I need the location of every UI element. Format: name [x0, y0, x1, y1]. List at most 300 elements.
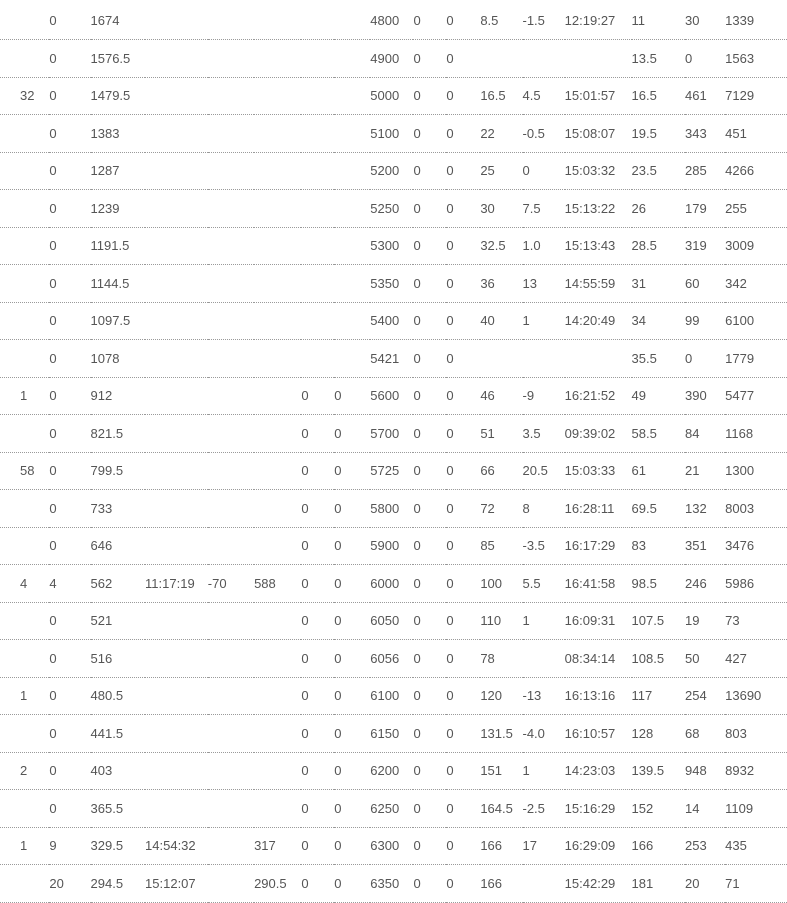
cell-strike: 6050 [370, 602, 413, 640]
cell-c7: 0 [334, 752, 370, 790]
cell-c4 [208, 752, 254, 790]
cell-c12: 8 [523, 490, 565, 528]
cell-c4 [208, 415, 254, 453]
cell-c9: 0 [413, 377, 446, 415]
cell-c15: 948 [685, 752, 725, 790]
cell-c14: 61 [632, 452, 685, 490]
cell-c15: 0 [685, 340, 725, 378]
cell-strike: 5250 [370, 190, 413, 228]
cell-c11: 131.5 [480, 715, 522, 753]
cell-c4 [208, 677, 254, 715]
cell-strike: 6350 [370, 865, 413, 903]
table-row[interactable] [0, 565, 787, 603]
cell-c6 [301, 190, 334, 228]
cell-c13: 15:01:57 [565, 77, 632, 115]
cell-c11: 110 [480, 602, 522, 640]
cell-c12: 0 [523, 152, 565, 190]
cell-c1: 0 [49, 377, 90, 415]
cell-c5 [254, 752, 301, 790]
cell-c6 [301, 2, 334, 40]
cell-c5 [254, 602, 301, 640]
cell-c5 [254, 640, 301, 678]
cell-c1: 0 [49, 152, 90, 190]
cell-c9: 0 [413, 452, 446, 490]
cell-c12: 17 [523, 827, 565, 865]
cell-c2: 365.5 [91, 790, 146, 828]
cell-strike: 6300 [370, 827, 413, 865]
cell-c14: 139.5 [632, 752, 685, 790]
cell-c4 [208, 377, 254, 415]
cell-c13: 16:13:16 [565, 677, 632, 715]
cell-c7 [334, 265, 370, 303]
table-row[interactable] [0, 152, 787, 190]
cell-c16: 8932 [725, 752, 787, 790]
cell-c11: 51 [480, 415, 522, 453]
cell-c3 [145, 677, 208, 715]
cell-c13: 12:19:27 [565, 2, 632, 40]
cell-c16: 1563 [725, 40, 787, 78]
table-row[interactable] [0, 865, 787, 903]
cell-c11 [480, 340, 522, 378]
cell-c11: 66 [480, 452, 522, 490]
cell-c16: 7129 [725, 77, 787, 115]
cell-strike: 4900 [370, 40, 413, 78]
cell-c7: 0 [334, 715, 370, 753]
cell-c3 [145, 377, 208, 415]
cell-c9: 0 [413, 415, 446, 453]
cell-c6: 0 [301, 377, 334, 415]
cell-strike: 5800 [370, 490, 413, 528]
cell-c5 [254, 40, 301, 78]
cell-c16: 8003 [725, 490, 787, 528]
cell-c16: 5986 [725, 565, 787, 603]
cell-c14: 16.5 [632, 77, 685, 115]
cell-c0: 1 [0, 677, 49, 715]
cell-c15: 132 [685, 490, 725, 528]
cell-c12: 20.5 [523, 452, 565, 490]
cell-c16: 435 [725, 827, 787, 865]
cell-c16: 342 [725, 265, 787, 303]
cell-c11: 164.5 [480, 790, 522, 828]
cell-c6 [301, 227, 334, 265]
cell-c7 [334, 2, 370, 40]
cell-c14: 58.5 [632, 415, 685, 453]
cell-c7: 0 [334, 415, 370, 453]
cell-c4 [208, 152, 254, 190]
cell-c0 [0, 115, 49, 153]
cell-c0 [0, 152, 49, 190]
cell-c9: 0 [413, 152, 446, 190]
cell-c0 [0, 227, 49, 265]
cell-c0 [0, 715, 49, 753]
table-row[interactable] [0, 790, 787, 828]
table-row[interactable] [0, 677, 787, 715]
cell-c16: 6100 [725, 302, 787, 340]
cell-c2: 1078 [91, 340, 146, 378]
cell-c16: 73 [725, 602, 787, 640]
cell-c16: 71 [725, 865, 787, 903]
cell-c11: 16.5 [480, 77, 522, 115]
cell-c3: 14:54:32 [145, 827, 208, 865]
cell-c10: 0 [446, 827, 480, 865]
cell-c3 [145, 790, 208, 828]
cell-c1: 0 [49, 640, 90, 678]
cell-c0 [0, 415, 49, 453]
cell-c13: 14:55:59 [565, 265, 632, 303]
cell-c13: 15:13:43 [565, 227, 632, 265]
cell-c4 [208, 527, 254, 565]
cell-c2: 1287 [91, 152, 146, 190]
cell-c2: 562 [91, 565, 146, 603]
cell-c7: 0 [334, 602, 370, 640]
cell-c4 [208, 340, 254, 378]
cell-c14: 35.5 [632, 340, 685, 378]
cell-c14: 49 [632, 377, 685, 415]
cell-c9: 0 [413, 602, 446, 640]
cell-c2: 403 [91, 752, 146, 790]
cell-c12 [523, 865, 565, 903]
cell-c0: 1 [0, 827, 49, 865]
cell-c11: 30 [480, 190, 522, 228]
cell-c9: 0 [413, 865, 446, 903]
cell-strike: 4800 [370, 2, 413, 40]
cell-c10: 0 [446, 490, 480, 528]
cell-c10: 0 [446, 265, 480, 303]
cell-c13: 15:13:22 [565, 190, 632, 228]
cell-c10: 0 [446, 152, 480, 190]
cell-c0 [0, 865, 49, 903]
cell-strike: 5350 [370, 265, 413, 303]
cell-c2: 799.5 [91, 452, 146, 490]
cell-c13: 16:41:58 [565, 565, 632, 603]
cell-c9: 0 [413, 715, 446, 753]
cell-c1: 9 [49, 827, 90, 865]
cell-c13 [565, 40, 632, 78]
table-row[interactable] [0, 340, 787, 378]
cell-c1: 0 [49, 752, 90, 790]
cell-c15: 30 [685, 2, 725, 40]
cell-c2: 1239 [91, 190, 146, 228]
cell-c15: 19 [685, 602, 725, 640]
cell-c4 [208, 827, 254, 865]
cell-c15: 68 [685, 715, 725, 753]
cell-strike: 5900 [370, 527, 413, 565]
table-row[interactable] [0, 490, 787, 528]
cell-c6: 0 [301, 677, 334, 715]
cell-c14: 26 [632, 190, 685, 228]
cell-c3 [145, 227, 208, 265]
cell-c13: 16:28:11 [565, 490, 632, 528]
cell-c10: 0 [446, 227, 480, 265]
cell-c12: 3.5 [523, 415, 565, 453]
cell-c0 [0, 790, 49, 828]
cell-c4 [208, 790, 254, 828]
cell-c6: 0 [301, 565, 334, 603]
cell-c11: 151 [480, 752, 522, 790]
cell-c12: -4.0 [523, 715, 565, 753]
cell-c7 [334, 340, 370, 378]
cell-c1: 0 [49, 340, 90, 378]
cell-c7: 0 [334, 490, 370, 528]
cell-c1: 0 [49, 602, 90, 640]
cell-c15: 246 [685, 565, 725, 603]
cell-c2: 1097.5 [91, 302, 146, 340]
cell-c9: 0 [413, 265, 446, 303]
cell-c1: 0 [49, 227, 90, 265]
cell-c13: 15:42:29 [565, 865, 632, 903]
cell-c6 [301, 77, 334, 115]
cell-c9: 0 [413, 77, 446, 115]
cell-c12: -1.5 [523, 2, 565, 40]
cell-strike: 6250 [370, 790, 413, 828]
cell-c14: 69.5 [632, 490, 685, 528]
cell-c12: -0.5 [523, 115, 565, 153]
cell-c14: 128 [632, 715, 685, 753]
cell-c4 [208, 865, 254, 903]
cell-c3 [145, 77, 208, 115]
cell-c2: 516 [91, 640, 146, 678]
cell-c15: 179 [685, 190, 725, 228]
cell-c10: 0 [446, 640, 480, 678]
cell-c13: 16:10:57 [565, 715, 632, 753]
cell-c14: 28.5 [632, 227, 685, 265]
cell-c7 [334, 190, 370, 228]
cell-c13: 09:39:02 [565, 415, 632, 453]
cell-c7 [334, 302, 370, 340]
cell-c15: 84 [685, 415, 725, 453]
cell-c16: 3476 [725, 527, 787, 565]
cell-c6 [301, 152, 334, 190]
cell-c10: 0 [446, 377, 480, 415]
cell-c12 [523, 640, 565, 678]
cell-c9: 0 [413, 340, 446, 378]
cell-c11: 120 [480, 677, 522, 715]
cell-c10: 0 [446, 602, 480, 640]
cell-c2: 1674 [91, 2, 146, 40]
cell-c3 [145, 715, 208, 753]
cell-c4 [208, 190, 254, 228]
cell-c5 [254, 790, 301, 828]
cell-c13: 15:03:33 [565, 452, 632, 490]
cell-c4 [208, 115, 254, 153]
cell-c7: 0 [334, 865, 370, 903]
cell-c15: 20 [685, 865, 725, 903]
cell-c9: 0 [413, 490, 446, 528]
cell-c6: 0 [301, 715, 334, 753]
cell-c0 [0, 527, 49, 565]
table-row[interactable] [0, 640, 787, 678]
cell-c16: 255 [725, 190, 787, 228]
cell-c11: 32.5 [480, 227, 522, 265]
table-row[interactable] [0, 715, 787, 753]
cell-c16: 13690 [725, 677, 787, 715]
table-row[interactable] [0, 115, 787, 153]
cell-c3 [145, 2, 208, 40]
cell-c12: 13 [523, 265, 565, 303]
table-row[interactable] [0, 77, 787, 115]
cell-c7: 0 [334, 452, 370, 490]
cell-c5 [254, 265, 301, 303]
table-row[interactable] [0, 827, 787, 865]
cell-c16: 803 [725, 715, 787, 753]
cell-c11: 78 [480, 640, 522, 678]
cell-c1: 0 [49, 415, 90, 453]
cell-c15: 0 [685, 40, 725, 78]
cell-c16: 5477 [725, 377, 787, 415]
cell-c10: 0 [446, 565, 480, 603]
cell-c16: 1109 [725, 790, 787, 828]
cell-c5 [254, 415, 301, 453]
cell-c1: 20 [49, 865, 90, 903]
cell-c10: 0 [446, 2, 480, 40]
cell-c12 [523, 340, 565, 378]
cell-c1: 0 [49, 302, 90, 340]
cell-c11: 22 [480, 115, 522, 153]
cell-c11 [480, 40, 522, 78]
cell-c15: 351 [685, 527, 725, 565]
table-row[interactable] [0, 40, 787, 78]
cell-c5 [254, 190, 301, 228]
table-row[interactable] [0, 415, 787, 453]
cell-c11: 46 [480, 377, 522, 415]
cell-c11: 25 [480, 152, 522, 190]
cell-c5 [254, 115, 301, 153]
cell-c3 [145, 527, 208, 565]
cell-c7: 0 [334, 565, 370, 603]
cell-c12: 7.5 [523, 190, 565, 228]
cell-c2: 912 [91, 377, 146, 415]
table-row[interactable] [0, 190, 787, 228]
cell-c6: 0 [301, 865, 334, 903]
cell-c11: 166 [480, 865, 522, 903]
cell-c13 [565, 340, 632, 378]
cell-c10: 0 [446, 340, 480, 378]
cell-c1: 0 [49, 790, 90, 828]
cell-c6: 0 [301, 415, 334, 453]
cell-c0: 32 [0, 77, 49, 115]
cell-c12: -2.5 [523, 790, 565, 828]
cell-c2: 821.5 [91, 415, 146, 453]
cell-c5 [254, 340, 301, 378]
cell-c9: 0 [413, 640, 446, 678]
cell-c6 [301, 265, 334, 303]
cell-c12: 1 [523, 602, 565, 640]
cell-strike: 5600 [370, 377, 413, 415]
cell-c7: 0 [334, 677, 370, 715]
cell-c5 [254, 715, 301, 753]
cell-c2: 521 [91, 602, 146, 640]
cell-c13: 15:03:32 [565, 152, 632, 190]
cell-c4 [208, 602, 254, 640]
cell-c13: 08:34:14 [565, 640, 632, 678]
cell-c1: 4 [49, 565, 90, 603]
cell-c3 [145, 115, 208, 153]
table-row[interactable] [0, 265, 787, 303]
cell-c0 [0, 340, 49, 378]
cell-c0 [0, 602, 49, 640]
cell-strike: 5421 [370, 340, 413, 378]
cell-c9: 0 [413, 752, 446, 790]
cell-c11: 40 [480, 302, 522, 340]
cell-c13: 14:20:49 [565, 302, 632, 340]
cell-c5 [254, 452, 301, 490]
cell-c1: 0 [49, 265, 90, 303]
cell-c5 [254, 302, 301, 340]
table-row[interactable] [0, 227, 787, 265]
cell-c14: 11 [632, 2, 685, 40]
table-row[interactable] [0, 602, 787, 640]
cell-c15: 60 [685, 265, 725, 303]
cell-c6: 0 [301, 827, 334, 865]
cell-c10: 0 [446, 190, 480, 228]
cell-c1: 0 [49, 452, 90, 490]
cell-c10: 0 [446, 415, 480, 453]
cell-c6: 0 [301, 602, 334, 640]
cell-c4 [208, 452, 254, 490]
cell-c0 [0, 40, 49, 78]
cell-c6: 0 [301, 640, 334, 678]
cell-c16: 1779 [725, 340, 787, 378]
cell-c6 [301, 115, 334, 153]
cell-c13: 16:09:31 [565, 602, 632, 640]
cell-c11: 72 [480, 490, 522, 528]
cell-c2: 480.5 [91, 677, 146, 715]
cell-c5 [254, 677, 301, 715]
cell-c15: 461 [685, 77, 725, 115]
cell-c7 [334, 115, 370, 153]
cell-strike: 5300 [370, 227, 413, 265]
cell-c14: 23.5 [632, 152, 685, 190]
cell-c7: 0 [334, 377, 370, 415]
cell-c0 [0, 2, 49, 40]
cell-c9: 0 [413, 790, 446, 828]
cell-c15: 319 [685, 227, 725, 265]
table-row[interactable] [0, 302, 787, 340]
cell-c3 [145, 265, 208, 303]
cell-c13: 14:23:03 [565, 752, 632, 790]
cell-c15: 285 [685, 152, 725, 190]
cell-c16: 4266 [725, 152, 787, 190]
cell-c9: 0 [413, 677, 446, 715]
table-row[interactable] [0, 752, 787, 790]
cell-c1: 0 [49, 715, 90, 753]
cell-c12: 4.5 [523, 77, 565, 115]
cell-c13: 15:16:29 [565, 790, 632, 828]
cell-c15: 343 [685, 115, 725, 153]
cell-c9: 0 [413, 565, 446, 603]
cell-c3 [145, 152, 208, 190]
cell-c4 [208, 490, 254, 528]
cell-strike: 5100 [370, 115, 413, 153]
table-row[interactable] [0, 377, 787, 415]
cell-c10: 0 [446, 752, 480, 790]
cell-c5: 317 [254, 827, 301, 865]
table-row[interactable] [0, 2, 787, 40]
cell-strike: 6150 [370, 715, 413, 753]
table-row[interactable] [0, 452, 787, 490]
cell-c9: 0 [413, 302, 446, 340]
cell-c0: 4 [0, 565, 49, 603]
cell-c7: 0 [334, 827, 370, 865]
table-row[interactable] [0, 527, 787, 565]
cell-c13: 15:08:07 [565, 115, 632, 153]
cell-c2: 329.5 [91, 827, 146, 865]
cell-c5 [254, 227, 301, 265]
cell-c4 [208, 640, 254, 678]
cell-c12: 1 [523, 752, 565, 790]
cell-c7: 0 [334, 790, 370, 828]
cell-c14: 108.5 [632, 640, 685, 678]
